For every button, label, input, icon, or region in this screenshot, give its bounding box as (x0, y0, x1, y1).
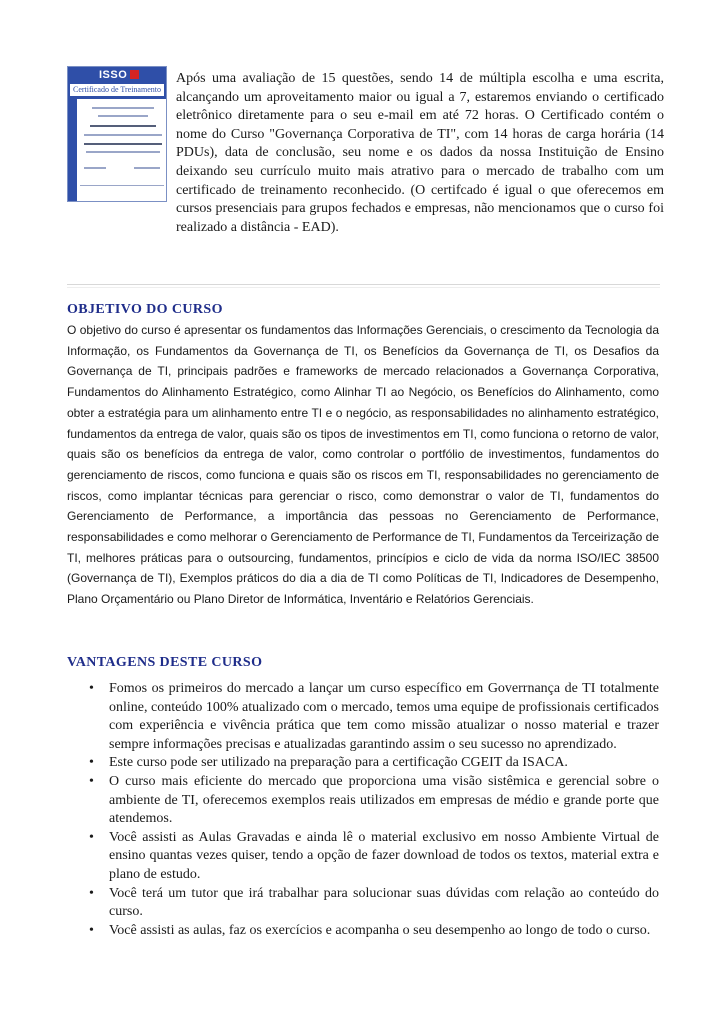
certificate-title: Certificado de Treinamento (70, 84, 164, 96)
section-divider (67, 284, 660, 285)
certificate-logo-mark (130, 70, 139, 79)
objective-heading: OBJETIVO DO CURSO (67, 302, 223, 317)
advantage-item: • Você assisti as Aulas Gravadas e ainda lê o material exclusivo em nosso Ambiente Virtual de ensino quantas vezes quiser, tendo a opção de fazer download de todos os textos, material extra e plano de estudo. (85, 829, 659, 885)
certificate-text-line (98, 115, 148, 117)
certificate-text-line (84, 143, 162, 145)
advantages-list (85, 680, 659, 940)
advantages-heading: VANTAGENS DESTE CURSO (67, 655, 263, 670)
certificate-text-line (92, 107, 154, 109)
certificate-text-line (84, 167, 106, 169)
certificate-text-line (86, 151, 160, 153)
certificate-text-line (84, 134, 162, 136)
certificate-thumbnail (67, 66, 167, 202)
advantage-item: • Você terá um tutor que irá trabalhar para solucionar suas dúvidas com relação ao conteúdo do curso. (85, 885, 659, 922)
advantage-item: • Este curso pode ser utilizado na preparação para a certificação CGEIT da ISACA. (85, 754, 659, 773)
certificate-side-bar (68, 99, 77, 201)
advantage-item: • Você assisti as aulas, faz os exercícios e acompanha o seu desempenho ao longo de todo o curso. (85, 922, 659, 941)
certificate-logo: ISSO (99, 69, 128, 81)
advantage-item: • O curso mais eficiente do mercado que proporciona uma visão sistêmica e gerencial sobre o ambiente de TI, oferecemos exemplos reais utilizados em empresas de médio e grande porte que atendemos. (85, 773, 659, 829)
objective-text: O objetivo do curso é apresentar os fundamentos das Informações Gerenciais, o crescimento da Tecnologia da Informação, os Fundamentos da Governança de TI, os Benefícios da Governança de TI, os Desafios da Governança de TI, principais padrões e frameworks de mercado relacionados a Governança Corporativa, Fundamentos do Alinhamento Estratégico, como Alinhar TI ao Negócio, os Benefícios do Alinhamento, como obter a estratégia para um alinhamento entre TI e o negócio, as responsabilidades no alinhamento estratégico, fundamentos da entrega de valor, quais são os tipos de investimentos em TI, como funciona o retorno de valor, quais são os benefícios da entrega de valor, como controlar o portfólio de investimentos, fundamentos do gerenciamento de riscos, como funciona e quais são os riscos em TI, responsabilidades no gerenciamento de riscos, como implantar técnicas para gerenciar o risco, como demonstrar o valor de TI, fundamentos do Gerenciamento de Performance, a importância das pessoas no Gerenciamento de Performance, responsabilidades e como melhorar o Gerenciamento de Performance de TI, Fundamentos da Terceirização de TI, melhores práticas para o outsourcing, fundamentos, princípios e ciclo de vida da norma ISO/IEC 38500 (Governança de TI), Exemplos práticos do dia a dia de TI como Políticas de TI, Indicadores de Desempenho, Plano Orçamentário ou Plano Diretor de Informática, Inventário e Relatórios Gerenciais. (67, 323, 659, 607)
certificate-text-line (90, 125, 156, 127)
certificate-footer (80, 185, 164, 198)
certificate-description: Após uma avaliação de 15 questões, sendo 14 de múltipla escolha e uma escrita, alcançando um aproveitamento maior ou igual a 7, estaremos enviando o certificado eletrônico diretamente para o seu e-mail em até 72 horas. O Certificado contém o nome do Curso "Governança Corporativa de TI", com 14 horas de carga horária (14 PDUs), data de conclusão, seu nome e os dados da nossa Instituição de Ensino deixando seu currículo muito mais atrativo para o mercado de trabalho com um certificado de treinamento reconhecido. (O certifcado é igual o que oferecemos em cursos presenciais para grupos fechados e empresas, não mencionamos que o curso foi realizado a distância - EAD). (176, 71, 664, 235)
certificate-text-line (134, 167, 160, 169)
section-divider-shadow (67, 287, 660, 288)
advantage-item: • Fomos os primeiros do mercado a lançar um curso específico em Goverrnança de TI totalmente online, conteúdo 100% atualizado com o mercado, temos uma equipe de profissionais certificados com experiência e vivência prática que tem como missão atualizar o nosso material e trazer sempre informações precisas e atualizadas garantindo assim o seu sucesso no aprendizado. (85, 680, 659, 754)
